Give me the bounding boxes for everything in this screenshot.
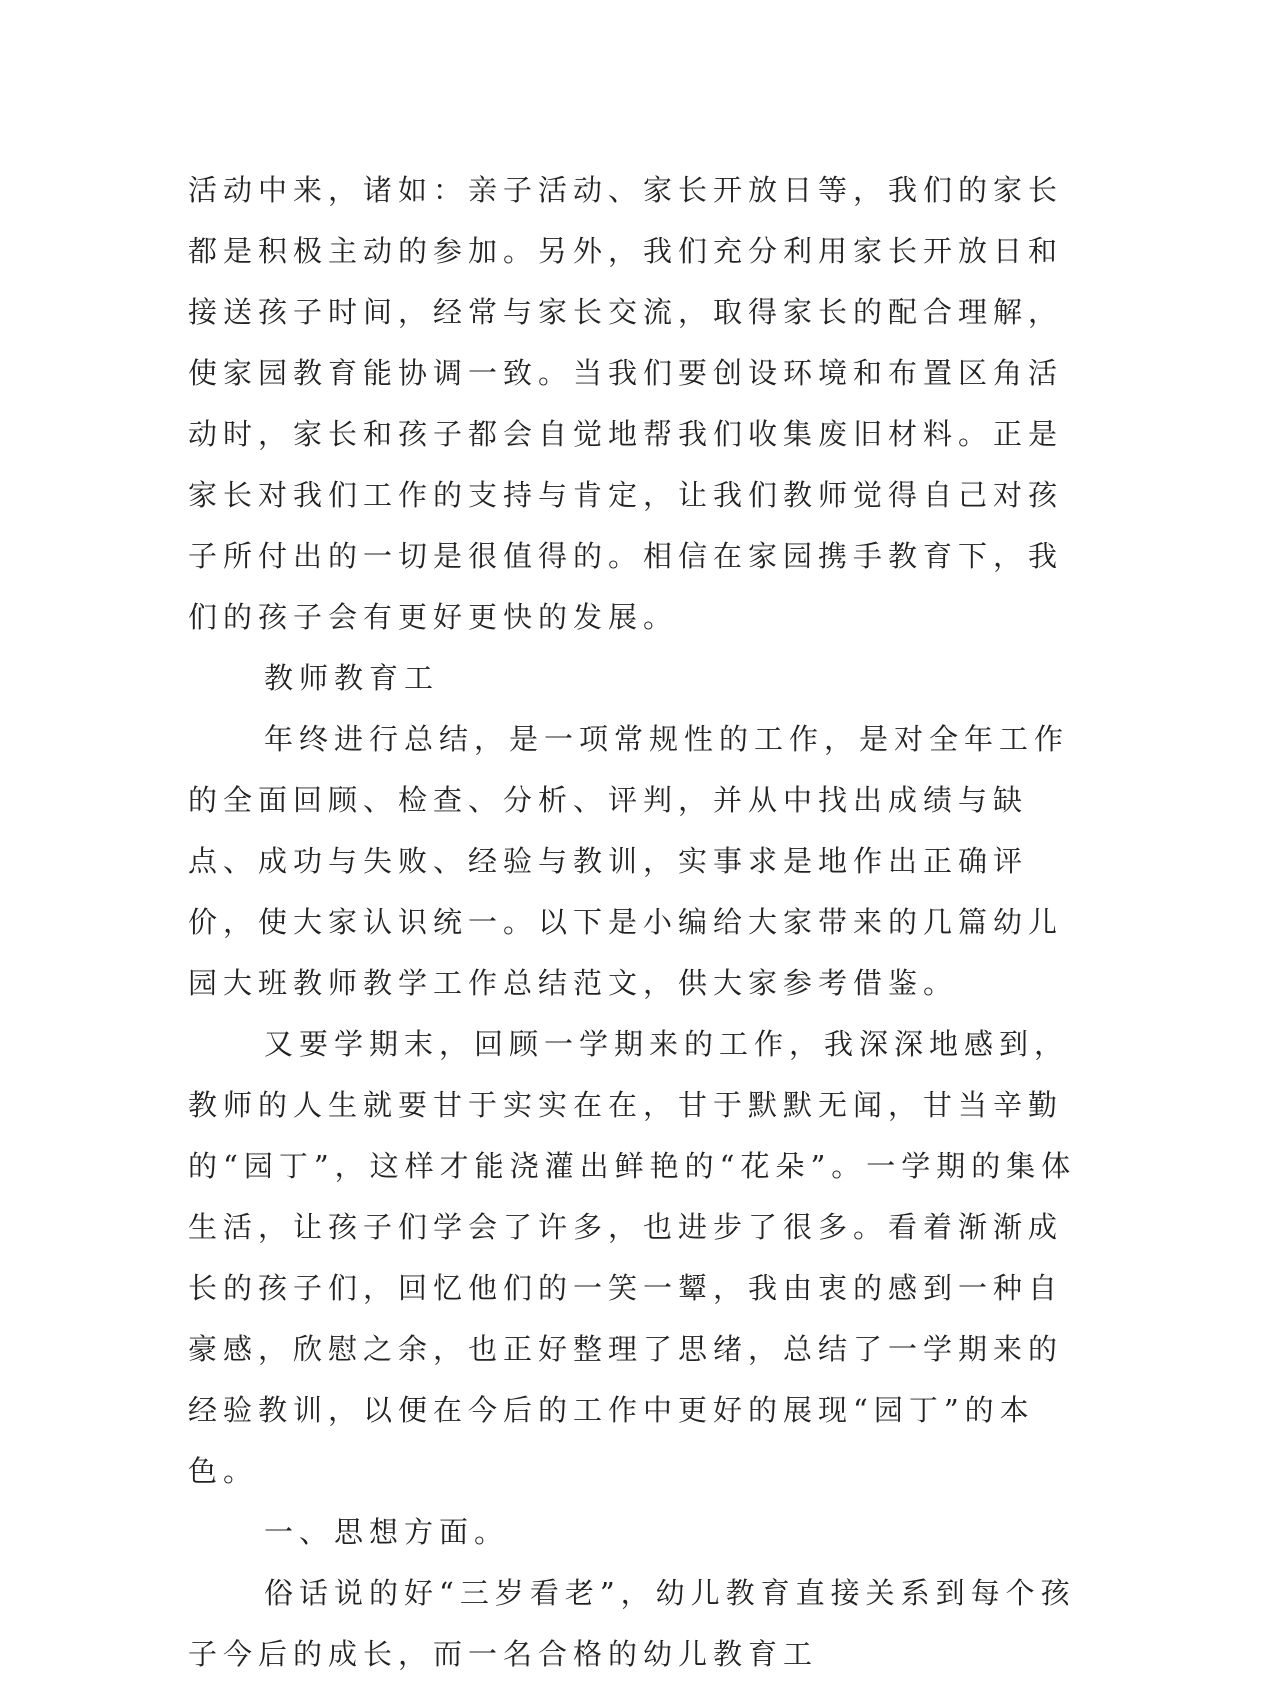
document-body — [188, 160, 1088, 1685]
paragraph-semester-review: 又要学期末，回顾一学期来的工作，我深深地感到，教师的人生就要甘于实实在在，甘于默默无闻，甘当辛勤的“园丁”，这样才能浇灌出鲜艳的“花朵”。一学期的集体生活，让孩子们学会了许多，也进步了很多。看着渐渐成长的孩子们，回忆他们的一笑一颦，我由衷的感到一种自豪感，欣慰之余，也正好整理了思绪，总结了一学期来的经验教训，以便在今后的工作中更好的展现“园丁”的本色。 — [188, 1027, 1077, 1488]
paragraph-parent-involvement: 活动中来，诸如：亲子活动、家长开放日等，我们的家长都是积极主动的参加。另外，我们充分利用家长开放日和接送孩子时间，经常与家长交流，取得家长的配合理解，使家园教育能协调一致。当我们要创设环境和布置区角活动时，家长和孩子都会自觉地帮我们收集废旧材料。正是家长对我们工作的支持与肯定，让我们教师觉得自己对孩子所付出的一切是很值得的。相信在家园携手教育下，我们的孩子会有更好更快的发展。 — [188, 173, 1064, 634]
paragraph-year-end-summary: 年终进行总结，是一项常规性的工作，是对全年工作的全面回顾、检查、分析、评判，并从中找出成绩与缺点、成功与失败、经验与教训，实事求是地作出正确评价，使大家认识统一。以下是小编给大家带来的几篇幼儿园大班教师教学工作总结范文，供大家参考借鉴。 — [188, 722, 1070, 1000]
section-heading-teacher-education: 教师教育工 — [264, 661, 440, 695]
paragraph-proverb: 俗话说的好“三岁看老”，幼儿教育直接关系到每个孩子今后的成长，而一名合格的幼儿教育工 — [188, 1576, 1076, 1671]
section-heading-thought: 一、思想方面。 — [264, 1515, 510, 1549]
